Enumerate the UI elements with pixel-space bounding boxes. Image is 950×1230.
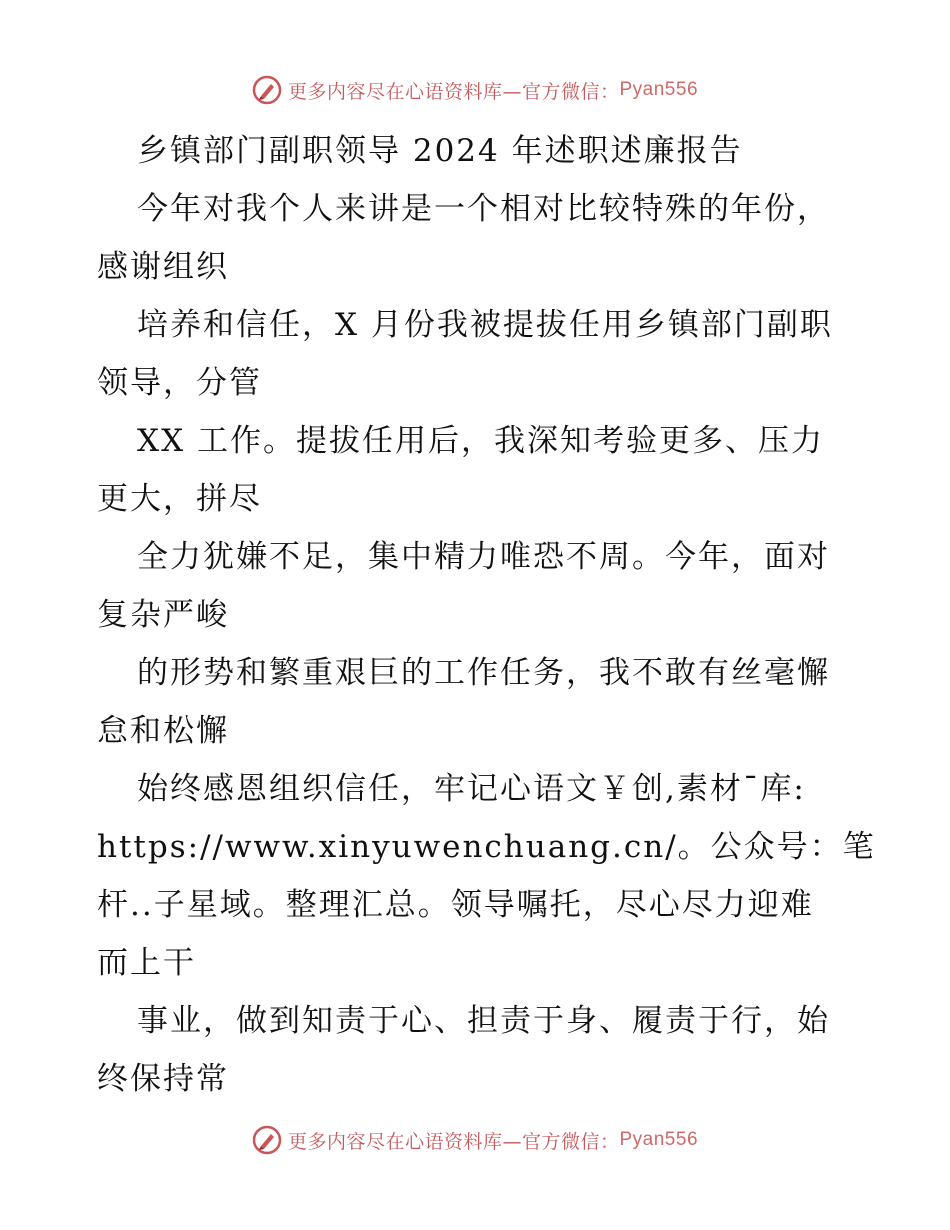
document-body	[97, 122, 876, 1108]
text-line: https://www.xinyuwenchuang.cn/。公众号：笔	[97, 829, 876, 865]
text-line: XX 工作。提拔任用后，我深知考验更多、压力	[137, 423, 824, 459]
text-line: 始终感恩组织信任，牢记心语文￥创,素材¯库:	[137, 771, 806, 807]
watermark-handle: Pyan556	[619, 79, 699, 100]
text-line: 今年对我个人来讲是一个相对比较特殊的年份，	[137, 191, 830, 227]
pen-logo-icon	[252, 1125, 282, 1155]
text-line: 的形势和繁重艰巨的工作任务，我不敢有丝毫懈	[137, 655, 830, 691]
text-line: 而上干	[97, 945, 196, 981]
text-line: 全力犹嫌不足，集中精力唯恐不周。今年，面对	[137, 539, 830, 575]
watermark-text: 更多内容尽在心语资料库—官方微信：	[287, 1130, 620, 1153]
text-line: 怠和松懈	[97, 713, 229, 749]
header-watermark	[0, 70, 950, 110]
document-title: 乡镇部门副职领导 2024 年述职述廉报告	[137, 133, 743, 169]
text-line: 更大，拼尽	[97, 481, 262, 517]
text-line: 终保持常	[97, 1061, 229, 1097]
text-line: 复杂严峻	[97, 597, 229, 633]
text-line: 培养和信任，X 月份我被提拔任用乡镇部门副职	[137, 307, 833, 343]
footer-watermark	[0, 1120, 950, 1160]
text-line: 领导，分管	[97, 365, 262, 401]
text-line: 感谢组织	[97, 249, 229, 285]
text-line: 事业，做到知责于心、担责于身、履责于行，始	[137, 1003, 830, 1039]
watermark-text: 更多内容尽在心语资料库—官方微信：	[287, 80, 620, 103]
watermark-handle: Pyan556	[619, 1129, 699, 1150]
pen-logo-icon	[252, 75, 282, 105]
text-line: 杆..子星域。整理汇总。领导嘱托，尽心尽力迎难	[97, 887, 814, 923]
